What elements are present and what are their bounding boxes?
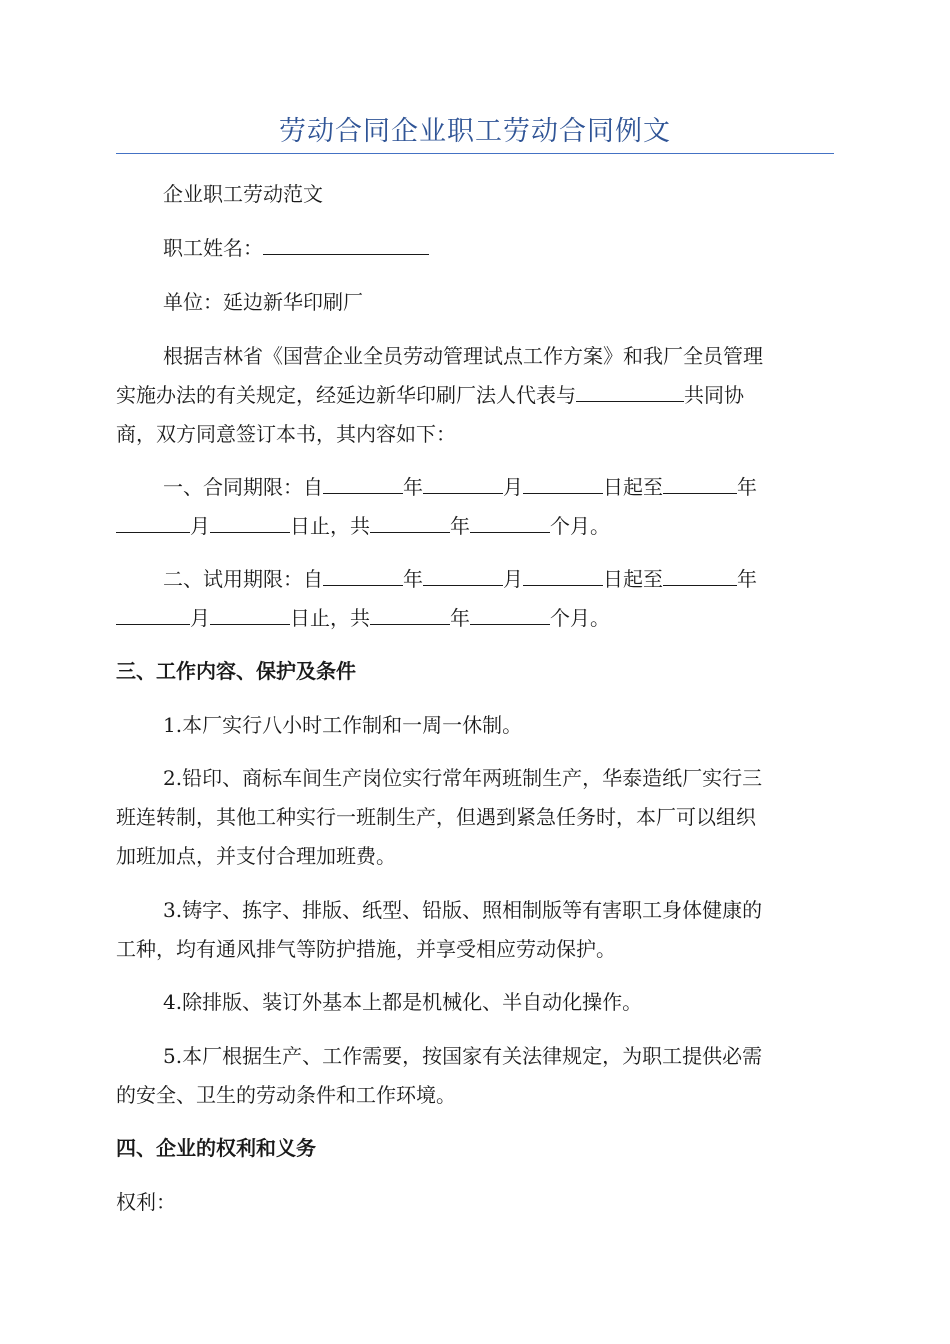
intro-line-3: 商，双方同意签订本书，其内容如下： (116, 422, 456, 446)
blank (470, 508, 550, 533)
blank (423, 561, 503, 586)
section-3-item-1: 1.本厂实行八小时工作制和一周一休制。 (163, 713, 523, 737)
employee-name-line (116, 229, 881, 268)
year-label: 年 (737, 475, 757, 499)
section-3-item-2 (116, 759, 834, 876)
subtitle: 企业职工劳动范文 (163, 182, 323, 206)
months-label: 个月。 (550, 606, 610, 630)
blank (523, 469, 603, 494)
item-3-line-1: 3.铸字、拣字、排版、纸型、铅版、照相制版等有害职工身体健康的 (163, 898, 763, 922)
contract-term-paragraph (116, 468, 834, 546)
probation-term-paragraph (116, 560, 834, 638)
intro-line-2-tail: 共同协 (684, 383, 744, 407)
rights-label: 权利： (116, 1190, 176, 1214)
blank (470, 600, 550, 625)
day-label: 日起至 (603, 567, 663, 591)
employee-name-label: 职工姓名： (163, 236, 263, 260)
blank (663, 469, 737, 494)
probation-term-line-2 (116, 599, 834, 638)
year-label: 年 (450, 606, 470, 630)
section-3-heading: 三、工作内容、保护及条件 (116, 659, 356, 683)
year-label: 年 (737, 567, 757, 591)
page-title: 劳动合同企业职工劳动合同例文 (279, 116, 671, 147)
item-2-line-1: 2.铅印、商标车间生产岗位实行常年两班制生产，华泰造纸厂实行三 (163, 766, 763, 790)
intro-paragraph (116, 337, 834, 454)
item-5-line-2: 的安全、卫生的劳动条件和工作环境。 (116, 1083, 456, 1107)
item-5-line-1: 5.本厂根据生产、工作需要，按国家有关法律规定，为职工提供必需 (163, 1044, 763, 1068)
legal-rep-blank (576, 377, 684, 402)
document-page (116, 0, 834, 1344)
section-3-item-5 (116, 1037, 834, 1115)
year-label: 年 (403, 475, 423, 499)
unit-line: 单位：延边新华印刷厂 (163, 290, 363, 314)
day-end-label: 日止，共 (290, 606, 370, 630)
intro-line-2 (116, 376, 834, 415)
item-2-line-3: 加班加点，并支付合理加班费。 (116, 844, 396, 868)
month-label: 月 (503, 475, 523, 499)
month-label: 月 (190, 514, 210, 538)
day-label: 日起至 (603, 475, 663, 499)
blank (116, 600, 190, 625)
blank (323, 561, 403, 586)
day-end-label: 日止，共 (290, 514, 370, 538)
blank (210, 600, 290, 625)
blank (210, 508, 290, 533)
year-label: 年 (403, 567, 423, 591)
contract-term-prefix: 一、合同期限：自 (163, 475, 323, 499)
intro-line-2-text: 实施办法的有关规定，经延边新华印刷厂法人代表与 (116, 383, 576, 407)
employee-name-blank (263, 230, 429, 255)
intro-line-1: 根据吉林省《国营企业全员劳动管理试点工作方案》和我厂全员管理 (163, 344, 763, 368)
blank (663, 561, 737, 586)
item-3-line-2: 工种，均有通风排气等防护措施，并享受相应劳动保护。 (116, 937, 616, 961)
blank (323, 469, 403, 494)
blank (370, 600, 450, 625)
blank (116, 508, 190, 533)
probation-term-prefix: 二、试用期限：自 (163, 567, 323, 591)
month-label: 月 (503, 567, 523, 591)
blank (370, 508, 450, 533)
section-3-item-4: 4.除排版、装订外基本上都是机械化、半自动化操作。 (163, 990, 643, 1014)
item-2-line-2: 班连转制，其他工种实行一班制生产，但遇到紧急任务时，本厂可以组织 (116, 805, 756, 829)
year-label: 年 (450, 514, 470, 538)
contract-term-line-1 (116, 468, 834, 507)
months-label: 个月。 (550, 514, 610, 538)
section-4-heading: 四、企业的权利和义务 (116, 1136, 316, 1160)
title-underline (116, 153, 834, 154)
section-3-item-3 (116, 891, 834, 969)
contract-term-line-2 (116, 507, 834, 546)
probation-term-line-1 (116, 560, 834, 599)
blank (423, 469, 503, 494)
blank (523, 561, 603, 586)
month-label: 月 (190, 606, 210, 630)
